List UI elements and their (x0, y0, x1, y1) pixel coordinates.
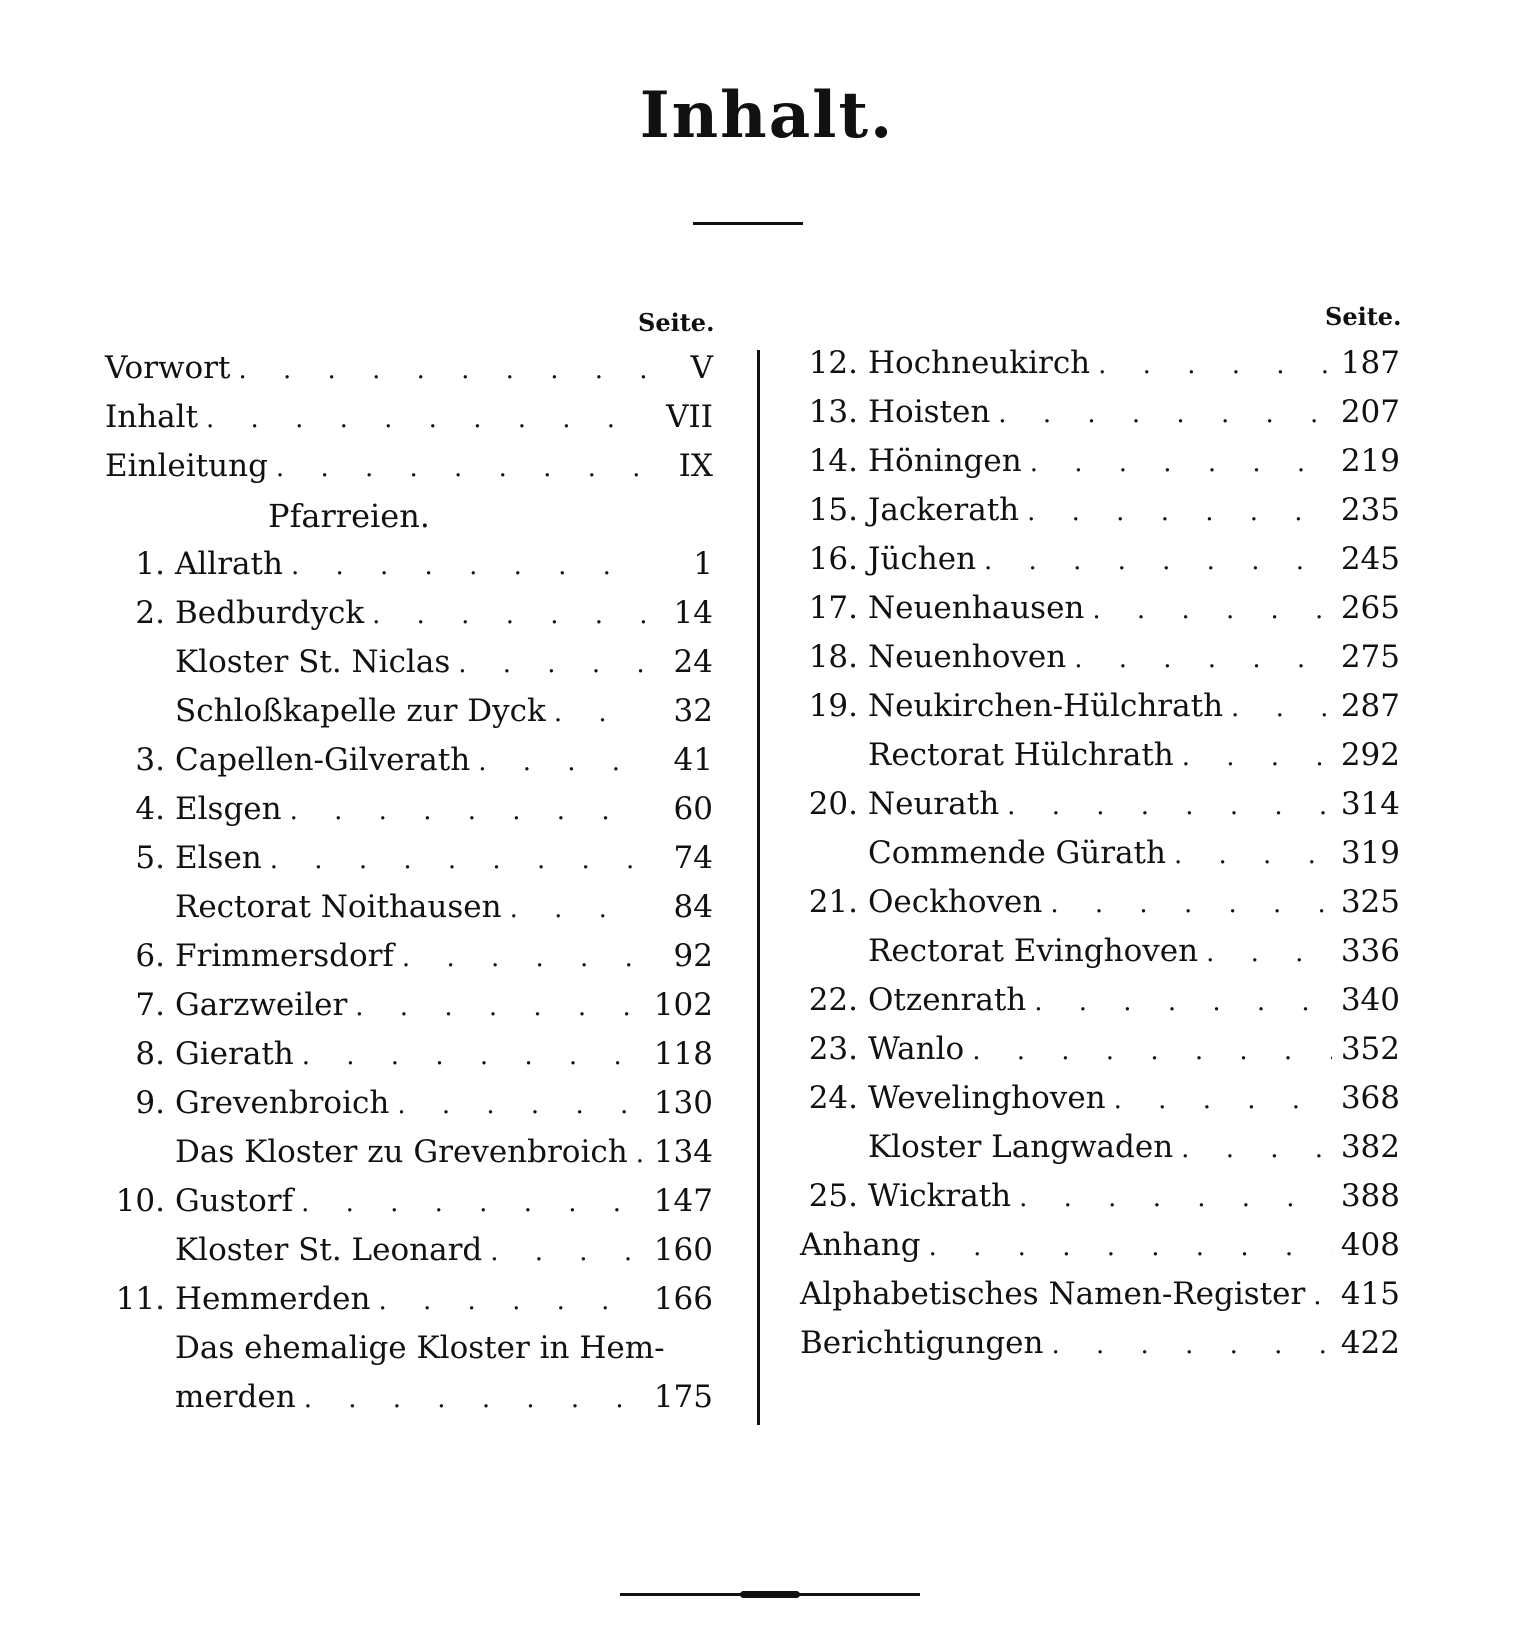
entry-page: 352 (1340, 1031, 1400, 1067)
toc-right-column (800, 345, 1400, 1374)
leader-dots (389, 1090, 645, 1120)
leader-dots (502, 894, 645, 924)
leader-dots (990, 399, 1332, 429)
toc-entry (800, 345, 1400, 394)
toc-entry (105, 840, 713, 889)
entry-label: Allrath (175, 546, 283, 582)
entry-label: Rectorat Hülchrath (868, 737, 1174, 773)
entry-page: 166 (653, 1281, 713, 1317)
entry-number: 2. (135, 595, 165, 631)
entry-page: 235 (1340, 492, 1400, 528)
leader-dots (546, 698, 645, 728)
toc-multiline-entry-line1: Das ehemalige Kloster in Hem- (175, 1330, 665, 1366)
entry-number: 15. (808, 492, 858, 528)
entry-page: 265 (1340, 590, 1400, 626)
entry-number: 23. (808, 1031, 858, 1067)
entry-number: 19. (808, 688, 858, 724)
leader-dots (1022, 448, 1332, 478)
entry-label: Schloßkapelle zur Dyck (175, 693, 546, 729)
toc-entry (105, 742, 713, 791)
entry-number: 17. (808, 590, 858, 626)
entry-label: Capellen-Gilverath (175, 742, 471, 778)
leader-dots (1174, 742, 1332, 772)
entry-number: 6. (135, 938, 165, 974)
toc-entry (800, 737, 1400, 786)
leader-dots (371, 1286, 646, 1316)
toc-entry (800, 884, 1400, 933)
entry-label: merden (175, 1379, 296, 1415)
toc-entry (105, 1134, 713, 1183)
leader-dots (283, 551, 645, 581)
toc-entry (800, 688, 1400, 737)
entry-label: Oeckhoven (868, 884, 1043, 920)
toc-entry (800, 1276, 1400, 1325)
entry-page: 287 (1340, 688, 1400, 724)
leader-dots (921, 1232, 1332, 1262)
entry-page: 1 (693, 546, 713, 582)
entry-page: 102 (653, 987, 713, 1023)
title-rule (693, 222, 803, 225)
leader-dots (1223, 693, 1332, 723)
entry-number: 4. (135, 791, 165, 827)
leader-dots (1084, 595, 1332, 625)
entry-number: 9. (135, 1085, 165, 1121)
entry-number: 8. (135, 1036, 165, 1072)
toc-entry (105, 595, 713, 644)
entry-page: 408 (1340, 1227, 1400, 1263)
entry-page: 368 (1340, 1080, 1400, 1116)
toc-entry (800, 394, 1400, 443)
entry-page: 314 (1340, 786, 1400, 822)
toc-entry (800, 1080, 1400, 1129)
seite-header-right: Seite. (1325, 302, 1402, 331)
toc-entry (800, 835, 1400, 884)
entry-number: 21. (808, 884, 858, 920)
entry-page: 24 (673, 644, 713, 680)
leader-dots (262, 845, 645, 875)
seite-header-left: Seite. (638, 308, 715, 337)
entry-number: 24. (808, 1080, 858, 1116)
toc-left-column (105, 350, 713, 1428)
toc-entry (800, 1227, 1400, 1276)
entry-number: 11. (115, 1281, 165, 1317)
toc-entry (800, 982, 1400, 1031)
leader-dots (394, 943, 645, 973)
toc-back-list (800, 1227, 1400, 1374)
entry-label: Rectorat Noithausen (175, 889, 502, 925)
toc-entry (800, 443, 1400, 492)
entry-page: 207 (1340, 394, 1400, 430)
toc-entry (800, 1031, 1400, 1080)
entry-page: 275 (1340, 639, 1400, 675)
entry-number: 22. (808, 982, 858, 1018)
entry-label: Wanlo (868, 1031, 965, 1067)
leader-dots (347, 992, 645, 1022)
entry-label: Rectorat Evinghoven (868, 933, 1199, 969)
leader-dots (1173, 1134, 1332, 1164)
entry-label: Otzenrath (868, 982, 1027, 1018)
toc-entry (105, 546, 713, 595)
bottom-ornament-rule (620, 1593, 920, 1596)
leader-dots (294, 1041, 645, 1071)
leader-dots (268, 453, 645, 483)
entry-page: 388 (1340, 1178, 1400, 1214)
entry-label: Das Kloster zu Grevenbroich (175, 1134, 628, 1170)
leader-dots (470, 747, 645, 777)
toc-entry (105, 1281, 713, 1330)
entry-label: Elsgen (175, 791, 282, 827)
entry-number: 3. (135, 742, 165, 778)
leader-dots (364, 600, 645, 630)
leader-dots (482, 1237, 645, 1267)
entry-number: 14. (808, 443, 858, 479)
toc-entry (105, 644, 713, 693)
entry-number: 16. (808, 541, 858, 577)
entry-label: Kloster St. Niclas (175, 644, 451, 680)
entry-page: VII (666, 399, 713, 435)
entry-number: 12. (808, 345, 858, 381)
entry-label: Elsen (175, 840, 262, 876)
entry-page: 160 (653, 1232, 713, 1268)
toc-entry (800, 1178, 1400, 1227)
entry-number: 18. (808, 639, 858, 675)
entry-label: Hoisten (868, 394, 991, 430)
entry-page: 219 (1340, 443, 1400, 479)
toc-entry (105, 1183, 713, 1232)
entry-label: Gustorf (175, 1183, 294, 1219)
toc-entry (800, 786, 1400, 835)
entry-label: Wevelinghoven (868, 1080, 1106, 1116)
leader-dots (999, 791, 1332, 821)
leader-dots (1305, 1281, 1332, 1311)
entry-label: Frimmersdorf (175, 938, 394, 974)
toc-entry (105, 791, 713, 840)
entry-label: Garzweiler (175, 987, 348, 1023)
toc-entry (105, 889, 713, 938)
entry-label: Höningen (868, 443, 1022, 479)
leader-dots (1019, 497, 1332, 527)
entry-page: 245 (1340, 541, 1400, 577)
entry-page: 292 (1340, 737, 1400, 773)
entry-number: 5. (135, 840, 165, 876)
leader-dots (964, 1036, 1332, 1066)
column-divider (757, 350, 760, 1425)
entry-number: 10. (115, 1183, 165, 1219)
toc-front-entry (105, 399, 713, 448)
toc-entry (800, 492, 1400, 541)
entry-label: Hochneukirch (868, 345, 1091, 381)
entry-page: 134 (653, 1134, 713, 1170)
leader-dots (293, 1188, 645, 1218)
entry-number: 13. (808, 394, 858, 430)
entry-page: 340 (1340, 982, 1400, 1018)
toc-entry (105, 938, 713, 987)
entry-page: IX (678, 448, 713, 484)
leader-dots (1106, 1085, 1332, 1115)
entry-page: 32 (673, 693, 713, 729)
entry-label: Jüchen (868, 541, 977, 577)
entry-label: Kloster Langwaden (868, 1129, 1174, 1165)
entry-number: 25. (808, 1178, 858, 1214)
toc-entry-list (800, 345, 1400, 1227)
entry-label: Gierath (175, 1036, 294, 1072)
toc-entry (800, 933, 1400, 982)
toc-entry (105, 1232, 713, 1281)
toc-front-entry (105, 350, 713, 399)
entry-label: Neuenhausen (868, 590, 1085, 626)
toc-front-entry (105, 448, 713, 497)
entry-page: 130 (653, 1085, 713, 1121)
toc-entry (105, 693, 713, 742)
entry-label: Wickrath (868, 1178, 1012, 1214)
leader-dots (1198, 938, 1332, 968)
entry-page: 92 (673, 938, 713, 974)
entry-label: Alphabetisches Namen-Register (800, 1276, 1306, 1312)
entry-number: 7. (135, 987, 165, 1023)
entry-label: Anhang (800, 1227, 921, 1263)
entry-page: 60 (673, 791, 713, 827)
entry-label: Hemmerden (175, 1281, 371, 1317)
page-title: Inhalt. (639, 78, 895, 153)
section-heading: Pfarreien. (268, 497, 430, 535)
entry-page: 422 (1340, 1325, 1400, 1361)
entry-page: 382 (1340, 1129, 1400, 1165)
toc-entry (800, 541, 1400, 590)
entry-page: 74 (673, 840, 713, 876)
entry-label: Inhalt (105, 399, 199, 435)
entry-label: Neukirchen-Hülchrath (868, 688, 1224, 724)
entry-page: 84 (673, 889, 713, 925)
entry-page: 336 (1340, 933, 1400, 969)
leader-dots (231, 355, 646, 385)
toc-entry (105, 1036, 713, 1085)
entry-page: 325 (1340, 884, 1400, 920)
toc-entry (800, 590, 1400, 639)
entry-label: Berichtigungen (800, 1325, 1044, 1361)
leader-dots (282, 796, 645, 826)
entry-label: Jackerath (868, 492, 1020, 528)
leader-dots (1090, 350, 1332, 380)
leader-dots (1011, 1183, 1332, 1213)
entry-page: 187 (1340, 345, 1400, 381)
entry-label: Commende Gürath (868, 835, 1166, 871)
entry-page: 319 (1340, 835, 1400, 871)
entry-number: 1. (135, 546, 165, 582)
leader-dots (1166, 840, 1332, 870)
entry-label: Vorwort (105, 350, 231, 386)
leader-dots (1044, 1330, 1333, 1360)
leader-dots (976, 546, 1332, 576)
entry-page: V (690, 350, 713, 386)
leader-dots (198, 404, 645, 434)
leader-dots (628, 1139, 645, 1169)
leader-dots (450, 649, 645, 679)
toc-entry (105, 987, 713, 1036)
entry-page: 147 (653, 1183, 713, 1219)
leader-dots (1042, 889, 1332, 919)
entry-label: Neuenhoven (868, 639, 1067, 675)
entry-label: Kloster St. Leonard (175, 1232, 483, 1268)
entry-label: Bedburdyck (175, 595, 365, 631)
entry-page: 41 (673, 742, 713, 778)
leader-dots (296, 1384, 645, 1414)
entry-page: 175 (653, 1379, 713, 1415)
entry-label: Einleitung (105, 448, 268, 484)
entry-page: 415 (1340, 1276, 1400, 1312)
leader-dots (1066, 644, 1332, 674)
toc-entry (800, 639, 1400, 688)
leader-dots (1026, 987, 1332, 1017)
entry-number: 20. (808, 786, 858, 822)
entry-page: 118 (653, 1036, 713, 1072)
toc-entry (800, 1325, 1400, 1374)
toc-multiline-entry-line2 (105, 1379, 713, 1428)
toc-entry (105, 1085, 713, 1134)
toc-entry (800, 1129, 1400, 1178)
entry-label: Neurath (868, 786, 1000, 822)
entry-label: Grevenbroich (175, 1085, 390, 1121)
toc-entry-list (105, 546, 713, 1330)
entry-page: 14 (673, 595, 713, 631)
